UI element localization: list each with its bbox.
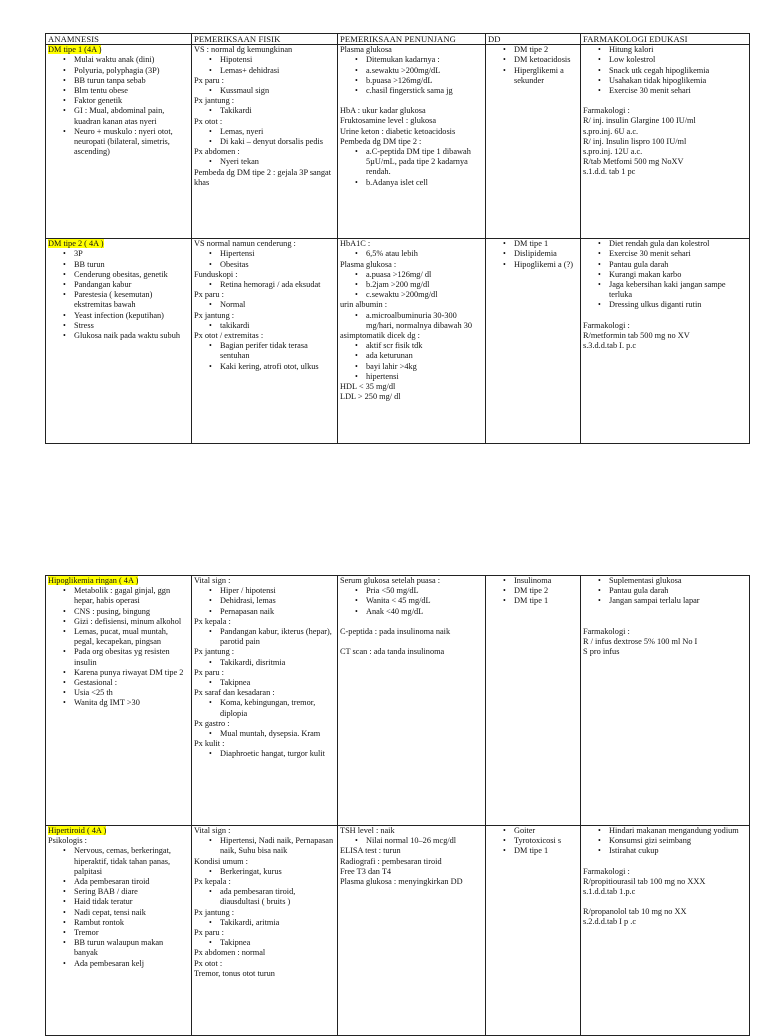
farmakologi-edukasi-cell <box>581 239 750 444</box>
list-item: • Istirahat cukup <box>609 846 747 856</box>
bullet-list <box>488 576 578 607</box>
spacer <box>340 617 483 627</box>
list-item: • Gizi : defisiensi, minum alkohol <box>74 617 189 627</box>
list-item: • Takipnea <box>220 938 335 948</box>
bullet-list <box>488 239 578 270</box>
table-page-2 <box>45 575 750 1036</box>
list-item: • Takikardi, disritmia <box>220 658 335 668</box>
dd-cell <box>486 239 581 444</box>
section-label: HbA : ukur kadar glukosa <box>340 106 426 116</box>
list-item: • a.C-peptida DM tipe 1 dibawah 5µU/mL, pada tipe 2 kadarnya rendah. <box>366 147 483 178</box>
section-label: Urine keton : diabetic ketoacidosis <box>340 126 456 136</box>
list-item: • Neuro + muskulo : nyeri otot, neuropati (bilateral, simetris, ascending) <box>74 127 189 158</box>
bullet-list <box>340 341 483 382</box>
diagnosis-title: Hipertiroid ( 4A ) <box>48 826 107 835</box>
list-item: • Dehidrasi, lemas <box>220 596 335 606</box>
list-item: • GI : Mual, abdominal pain, kuadran kanan atas nyeri <box>74 106 189 126</box>
bullet-list <box>194 321 335 331</box>
list-item: • Pantau gula darah <box>609 260 747 270</box>
pemeriksaan-fisik-cell <box>192 826 338 1036</box>
section-label: Px otot / extremitas : <box>194 331 264 341</box>
bullet-list <box>340 836 483 846</box>
bullet-list <box>48 586 189 708</box>
list-item: • Karena punya riwayat DM tipe 2 <box>74 668 189 678</box>
bullet-list <box>194 86 335 96</box>
list-item: • Lemas, pucat, mual muntah, pegal, kecapekan, pingsan <box>74 627 189 647</box>
section-label: Farmakologi : <box>583 106 630 116</box>
section-label: Px paru : <box>194 928 224 938</box>
list-item: • Bagian perifer tidak terasa sentuhan <box>220 341 335 361</box>
list-item: • Normal <box>220 300 335 310</box>
list-item: • ada keturunan <box>366 351 483 361</box>
list-item: • Tyrotoxicosi s <box>514 836 578 846</box>
section-label: Px otot : <box>194 116 223 126</box>
header-pemeriksaan-penunjang: PEMERIKSAAN PENUNJANG <box>338 34 486 45</box>
list-item: • Anak <40 mg/dL <box>366 607 483 617</box>
list-item: • Usahakan tidak hipoglikemia <box>609 76 747 86</box>
bullet-list <box>194 249 335 269</box>
section-label: Free T3 dan T4 <box>340 866 392 876</box>
bullet-list <box>48 249 189 341</box>
bullet-list <box>194 658 335 668</box>
bullet-list <box>194 280 335 290</box>
bullet-list <box>194 729 335 739</box>
section-label: Radiografi : pembesaran tiroid <box>340 856 442 866</box>
list-item: • aktif scr fisik tdk <box>366 341 483 351</box>
list-item: • Low kolestrol <box>609 55 747 65</box>
section-label: s.1.d.d. tab 1 pc <box>583 167 636 177</box>
list-item: • a.microalbuminuria 30-300 mg/hari, normalnya dibawah 30 <box>366 311 483 331</box>
list-item: • DM ketoacidosis <box>514 55 578 65</box>
header-anamnesis: ANAMNESIS <box>46 34 192 45</box>
list-item: • BB turun <box>74 260 189 270</box>
farmakologi-edukasi-cell <box>581 45 750 239</box>
bullet-list <box>340 586 483 617</box>
pemeriksaan-penunjang-cell <box>338 239 486 444</box>
anamnesis-cell <box>46 45 192 239</box>
list-item: • Obesitas <box>220 260 335 270</box>
section-label: Plasma glukosa <box>340 45 392 55</box>
section-label: Pembeda dg DM tipe 2 : <box>340 136 422 146</box>
section-label: TSH level : naik <box>340 826 395 835</box>
bullet-list <box>583 826 747 857</box>
section-label: R/ inj. Insulin lispro 100 IU/ml <box>583 136 687 146</box>
section-label: Vital sign : <box>194 576 231 585</box>
farmakologi-edukasi-cell <box>581 576 750 826</box>
list-item: • Nyeri tekan <box>220 157 335 167</box>
section-label: VS : normal dg kemungkinan <box>194 45 293 55</box>
list-item: • Pernapasan naik <box>220 607 335 617</box>
list-item: • Hitung kalori <box>609 45 747 55</box>
list-item: • Konsumsi gizi seimbang <box>609 836 747 846</box>
header-dd: DD <box>486 34 581 45</box>
section-label: s.pro.inj. 12U a.c. <box>583 147 643 157</box>
header-pemeriksaan-fisik: PEMERIKSAAN FISIK <box>192 34 338 45</box>
diagnosis-title: DM tipe 2 ( 4A ) <box>48 239 104 249</box>
bullet-list <box>194 938 335 948</box>
list-item: • Hipertensi <box>220 249 335 259</box>
bullet-list <box>194 887 335 907</box>
section-label: Plasma glukosa : menyingkirkan DD <box>340 877 463 887</box>
bullet-list <box>194 127 335 147</box>
list-item: • c.sewaktu >200mg/dl <box>366 290 483 300</box>
list-item: • Insulinoma <box>514 576 578 586</box>
bullet-list <box>48 55 189 157</box>
spacer <box>340 96 483 106</box>
section-label: ELISA test : turun <box>340 846 401 856</box>
dd-cell <box>486 826 581 1036</box>
list-item: • Nilai normal 10–26 mcg/dl <box>366 836 483 846</box>
bullet-list <box>194 157 335 167</box>
section-label: R / infus dextrose 5% 100 ml No I <box>583 636 698 646</box>
list-item: • Blm tentu obese <box>74 86 189 96</box>
list-item: • Retina hemoragi / ada eksudat <box>220 280 335 290</box>
spacer <box>583 311 747 321</box>
bullet-list <box>194 586 335 617</box>
pemeriksaan-fisik-cell <box>192 576 338 826</box>
bullet-list <box>194 341 335 372</box>
table-page-1 <box>45 33 750 444</box>
section-label: R/metformin tab 500 mg no XV <box>583 330 690 340</box>
section-label: Funduskopi : <box>194 269 238 279</box>
section-label: C-peptida : pada insulinoma naik <box>340 626 451 636</box>
list-item: • Koma, kebingungan, tremor, diplopia <box>220 698 335 718</box>
list-item: • Yeast infection (keputihan) <box>74 311 189 321</box>
diagnosis-title: Hipoglikemia ringan ( 4A ) <box>48 576 139 585</box>
list-item: • Wanita dg IMT >30 <box>74 698 189 708</box>
section-label: Farmakologi : <box>583 626 630 636</box>
bullet-list <box>583 239 747 310</box>
pemeriksaan-penunjang-cell <box>338 826 486 1036</box>
list-item: • Hindari makanan mengandung yodium <box>609 826 747 836</box>
list-item: • Snack utk cegah hipoglikemia <box>609 66 747 76</box>
list-item: • takikardi <box>220 321 335 331</box>
list-item: • Pandangan kabur <box>74 280 189 290</box>
list-item: • Jaga kebersihan kaki jangan sampe terluka <box>609 280 747 300</box>
list-item: • Cenderung obesitas, genetik <box>74 270 189 280</box>
section-label: R/propitiourasil tab 100 mg no XXX <box>583 876 706 886</box>
list-item: • DM tipe 2 <box>514 586 578 596</box>
list-item: • Pada org obesitas yg resisten insulin <box>74 647 189 667</box>
list-item: • Stress <box>74 321 189 331</box>
list-item: • Ditemukan kadarnya : <box>366 55 483 65</box>
list-item: • Kaki kering, atrofi otot, ulkus <box>220 362 335 372</box>
section-label: Px jantung : <box>194 907 235 917</box>
section-label: Px paru : <box>194 290 224 300</box>
section-label: Tremor, tonus otot turun <box>194 968 275 978</box>
section-label: Px paru : <box>194 75 224 85</box>
list-item: • Polyuria, polyphagia (3P) <box>74 66 189 76</box>
list-item: • bayi lahir >4kg <box>366 362 483 372</box>
bullet-list <box>48 846 189 968</box>
section-label: asimptomatik dicek dg : <box>340 331 420 341</box>
bullet-list <box>194 867 335 877</box>
section-label: LDL > 250 mg/ dl <box>340 392 401 402</box>
section-label: Px kepala : <box>194 616 231 626</box>
list-item: • Nervous, cemas, berkeringat, hiperaktif, tidak tahan panas, palpitasi <box>74 846 189 877</box>
section-label: Px jantung : <box>194 96 235 106</box>
bullet-list <box>583 576 747 607</box>
bullet-list <box>194 749 335 759</box>
anamnesis-cell <box>46 239 192 444</box>
section-label: CT scan : ada tanda insulinoma <box>340 647 445 657</box>
list-item: • Hiperglikemi a sekunder <box>514 66 578 86</box>
list-item: • b.2jam >200 mg/dl <box>366 280 483 290</box>
bullet-list <box>194 698 335 718</box>
section-label: Px gastro : <box>194 718 230 728</box>
pemeriksaan-fisik-cell <box>192 45 338 239</box>
pemeriksaan-penunjang-cell <box>338 576 486 826</box>
list-item: • Takikardi <box>220 106 335 116</box>
list-item: • BB turun tanpa sebab <box>74 76 189 86</box>
list-item: • Pandangan kabur, ikterus (hepar), parotid pain <box>220 627 335 647</box>
list-item: • b.puasa >126mg/dL <box>366 76 483 86</box>
bullet-list <box>194 55 335 75</box>
list-item: • DM tipe 1 <box>514 846 578 856</box>
list-item: • CNS : pusing, bingung <box>74 607 189 617</box>
list-item: • Metabolik : gagal ginjal, ggn hepar, habis operasi <box>74 586 189 606</box>
section-label: Px otot : <box>194 958 223 968</box>
section-label: HbA1C : <box>340 239 371 249</box>
list-item: • DM tipe 1 <box>514 596 578 606</box>
list-item: • Rambut rontok <box>74 918 189 928</box>
list-item: • Hipoglikemi a (?) <box>514 260 578 270</box>
list-item: • Diet rendah gula dan kolestrol <box>609 239 747 249</box>
list-item: • Hipotensi <box>220 55 335 65</box>
list-item: • Takipnea <box>220 678 335 688</box>
section-label: Px kulit : <box>194 739 225 749</box>
section-label: Fruktosamine level : glukosa <box>340 116 437 126</box>
list-item: • Exercise 30 menit sehari <box>609 86 747 96</box>
section-label: R/tab Metfomi 500 mg NoXV <box>583 157 684 167</box>
list-item: • 6,5% atau lebih <box>366 249 483 259</box>
bullet-list <box>194 106 335 116</box>
spacer <box>583 607 747 617</box>
header-row <box>46 34 750 45</box>
list-item: • Lemas+ dehidrasi <box>220 66 335 76</box>
section-label: Px paru : <box>194 667 224 677</box>
list-item: • Diaphroetic hangat, turgor kulit <box>220 749 335 759</box>
bullet-list <box>340 147 483 188</box>
list-item: • Parestesia ( kesemutan) ekstremitas bawah <box>74 290 189 310</box>
list-item: • BB turun walaupun makan banyak <box>74 938 189 958</box>
list-item: • Ada pembesaran tiroid <box>74 877 189 887</box>
list-item: • 3P <box>74 249 189 259</box>
section-label: Px abdomen : normal <box>194 948 266 958</box>
spacer <box>583 96 747 106</box>
dd-cell <box>486 576 581 826</box>
header-farmakologi-edukasi: FARMAKOLOGI EDUKASI <box>581 34 750 45</box>
list-item: • Hipertensi, Nadi naik, Pernapasan naik, Suhu bisa naik <box>220 836 335 856</box>
list-item: • DM tipe 1 <box>514 239 578 249</box>
list-item: • Takikardi, aritmia <box>220 918 335 928</box>
list-item: • Exercise 30 menit sehari <box>609 249 747 259</box>
list-item: • Berkeringat, kurus <box>220 867 335 877</box>
section-label: Kondisi umum : <box>194 856 248 866</box>
list-item: • Mulai waktu anak (dini) <box>74 55 189 65</box>
spacer <box>583 617 747 627</box>
list-item: • Tremor <box>74 928 189 938</box>
bullet-list <box>194 627 335 647</box>
bullet-list <box>340 249 483 259</box>
table-row <box>46 45 750 239</box>
bullet-list <box>340 270 483 301</box>
list-item: • a.sewaktu >200mg/dL <box>366 66 483 76</box>
bullet-list <box>583 45 747 96</box>
spacer <box>340 637 483 647</box>
table-row <box>46 826 750 1036</box>
farmakologi-edukasi-cell <box>581 826 750 1036</box>
section-label: s.2.d.d.tab I p .c <box>583 917 636 927</box>
section-label: Px abdomen : <box>194 147 240 157</box>
section-label: Px kepala : <box>194 877 231 887</box>
anamnesis-cell <box>46 826 192 1036</box>
list-item: • Kussmaul sign <box>220 86 335 96</box>
list-item: • Faktor genetik <box>74 96 189 106</box>
spacer <box>583 897 747 907</box>
pemeriksaan-fisik-cell <box>192 239 338 444</box>
section-label: R/ inj. insulin Glargine 100 IU/ml <box>583 116 696 126</box>
list-item: • Dressing ulkus diganti rutin <box>609 300 747 310</box>
diagnosis-title: DM tipe 1 (4A ) <box>48 45 102 55</box>
list-item: • Hiper / hipotensi <box>220 586 335 596</box>
section-label: S pro infus <box>583 647 620 657</box>
bullet-list <box>194 918 335 928</box>
list-item: • Jangan sampai terlalu lapar <box>609 596 747 606</box>
section-label: s.pro.inj. 6U a.c. <box>583 126 639 136</box>
pemeriksaan-penunjang-cell <box>338 45 486 239</box>
list-item: • b.Adanya islet cell <box>366 178 483 188</box>
section-label: s.1.d.d.tab 1.p.c <box>583 887 636 897</box>
section-label: Psikologis : <box>48 836 87 846</box>
list-item: • Sering BAB / diare <box>74 887 189 897</box>
anamnesis-cell <box>46 576 192 826</box>
list-item: • c.hasil fingerstick sama jg <box>366 86 483 96</box>
list-item: • Wanita < 45 mg/dL <box>366 596 483 606</box>
section-label: Px jantung : <box>194 310 235 320</box>
bullet-list <box>194 300 335 310</box>
list-item: • Pantau gula darah <box>609 586 747 596</box>
section-label: Px jantung : <box>194 647 235 657</box>
list-item: • Ada pembesaran kelj <box>74 959 189 969</box>
table-row <box>46 239 750 444</box>
list-item: • Goiter <box>514 826 578 836</box>
list-item: • Suplementasi glukosa <box>609 576 747 586</box>
section-label: Px saraf dan kesadaran : <box>194 688 275 698</box>
bullet-list <box>340 311 483 331</box>
spacer <box>583 857 747 867</box>
section-label: R/propanolol tab 10 mg no XX <box>583 907 687 917</box>
section-label: s.3.d.d.tab I. p.c <box>583 341 636 351</box>
section-label: Farmakologi : <box>583 320 630 330</box>
section-label: Pembeda dg DM tipe 2 : gejala 3P sangat khas <box>194 167 332 187</box>
list-item: • DM tipe 2 <box>514 45 578 55</box>
table-row <box>46 576 750 826</box>
section-label: urin albumin : <box>340 300 388 310</box>
list-item: • Dislipidemia <box>514 249 578 259</box>
section-label: Plasma glukosa : <box>340 259 397 269</box>
list-item: • Nadi cepat, tensi naik <box>74 908 189 918</box>
list-item: • Lemas, nyeri <box>220 127 335 137</box>
bullet-list <box>194 678 335 688</box>
section-label: Farmakologi : <box>583 866 630 876</box>
section-label: VS normal namun cenderung : <box>194 239 296 249</box>
section-label: Serum glukosa setelah puasa : <box>340 576 441 585</box>
bullet-list <box>488 45 578 86</box>
section-label: HDL < 35 mg/dl <box>340 382 396 392</box>
bullet-list <box>340 55 483 96</box>
list-item: • Usia <25 th <box>74 688 189 698</box>
list-item: • Glukosa naik pada waktu subuh <box>74 331 189 341</box>
bullet-list <box>194 836 335 856</box>
list-item: • ada pembesaran tiroid, diausdultasi ( bruits ) <box>220 887 335 907</box>
list-item: • Haid tidak teratur <box>74 897 189 907</box>
dd-cell <box>486 45 581 239</box>
section-label: Vital sign : <box>194 826 231 835</box>
list-item: • a.puasa >126mg/ dl <box>366 270 483 280</box>
list-item: • Pria <50 mg/dL <box>366 586 483 596</box>
list-item: • hipertensi <box>366 372 483 382</box>
list-item: • Mual muntah, dysepsia. Kram <box>220 729 335 739</box>
bullet-list <box>488 826 578 857</box>
list-item: • Gestasional : <box>74 678 189 688</box>
list-item: • Di kaki – denyut dorsalis pedis <box>220 137 335 147</box>
list-item: • Kurangi makan karbo <box>609 270 747 280</box>
